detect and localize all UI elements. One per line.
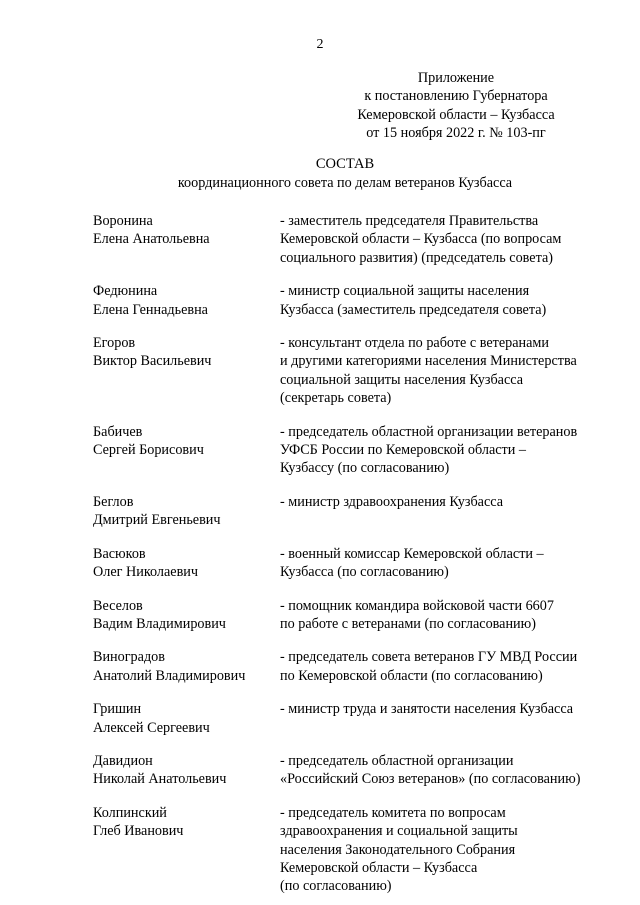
member-name <box>93 700 280 737</box>
appendix-line: к постановлению Губернатора <box>364 88 548 105</box>
member-name <box>93 282 280 319</box>
document-subtitle: координационного совета по делам ветеранов Кузбасса <box>177 175 513 191</box>
member-surname: Бабичев <box>93 423 143 440</box>
member-entry <box>93 804 633 896</box>
member-name <box>93 752 280 789</box>
member-given-names: Николай Анатольевич <box>93 771 227 788</box>
member-role-line: - министр труда и занятости населения Кузбасса <box>280 701 574 718</box>
member-given-names: Сергей Борисович <box>93 442 204 459</box>
member-entry <box>93 545 633 582</box>
appendix-line: Приложение <box>417 70 495 86</box>
member-role-line: - консультант отдела по работе с ветеранами <box>280 335 549 352</box>
member-role-line: УФСБ России по Кемеровской области – <box>280 442 526 459</box>
member-role-line: Кузбасса (заместитель председателя совета) <box>280 301 547 318</box>
member-name <box>93 648 280 685</box>
member-role <box>280 804 630 896</box>
member-entry <box>93 700 633 737</box>
member-given-names: Елена Геннадьевна <box>93 301 208 318</box>
member-surname: Федюнина <box>93 283 158 300</box>
member-given-names: Вадим Владимирович <box>93 615 226 632</box>
member-given-names: Олег Николаевич <box>93 564 199 581</box>
member-entry <box>93 752 633 789</box>
appendix-block <box>352 69 560 142</box>
member-surname: Воронина <box>93 213 153 229</box>
member-role <box>280 545 630 582</box>
member-role-line: - председатель областной организации ветеранов <box>280 423 578 440</box>
member-role <box>280 212 630 267</box>
member-role-line: Кемеровской области – Кузбасса (по вопросам <box>280 231 562 248</box>
appendix-line: Кемеровской области – Кузбасса <box>357 106 555 123</box>
member-surname: Беглов <box>93 493 134 510</box>
member-role-line: населения Законодательного Собрания <box>280 841 516 858</box>
member-entry <box>93 423 633 478</box>
member-role-line: - военный комиссар Кемеровской области – <box>280 545 544 562</box>
member-given-names: Алексей Сергеевич <box>93 719 210 736</box>
member-entry <box>93 334 633 408</box>
document-title: СОСТАВ <box>315 156 375 172</box>
member-role <box>280 493 630 530</box>
member-role <box>280 597 630 634</box>
member-name <box>93 804 280 896</box>
member-surname: Веселов <box>93 597 143 614</box>
member-role-line: - председатель областной организации <box>280 752 514 769</box>
member-given-names: Виктор Васильевич <box>93 353 212 370</box>
member-role-line: и другими категориями населения Министерства <box>280 353 577 370</box>
member-role-line: (секретарь совета) <box>280 390 392 407</box>
member-role-line: здравоохранения и социальной защиты <box>280 823 518 840</box>
member-name <box>93 212 280 267</box>
member-name <box>93 334 280 408</box>
member-entry <box>93 493 633 530</box>
member-surname: Виноградов <box>93 649 165 666</box>
appendix-line: от 15 ноября 2022 г. № 103-пг <box>366 124 546 141</box>
members-list <box>93 212 633 896</box>
member-entry <box>93 648 633 685</box>
member-entry <box>93 597 633 634</box>
member-surname: Колпинский <box>93 804 167 821</box>
member-role-line: «Российский Союз ветеранов» (по согласованию) <box>280 771 581 788</box>
member-role <box>280 700 630 737</box>
member-given-names: Елена Анатольевна <box>93 231 210 248</box>
member-name <box>93 493 280 530</box>
member-surname: Давидион <box>93 752 153 769</box>
member-role-line: - министр здравоохранения Кузбасса <box>280 493 504 510</box>
member-role <box>280 752 630 789</box>
member-entry <box>93 282 633 319</box>
member-role-line: - помощник командира войсковой части 6607 <box>280 597 554 614</box>
member-entry <box>93 212 633 267</box>
member-given-names: Глеб Иванович <box>93 823 184 840</box>
member-role-line: по работе с ветеранами (по согласованию) <box>280 615 536 632</box>
member-surname: Васюков <box>93 545 146 562</box>
member-role <box>280 334 630 408</box>
member-role-line: - председатель совета ветеранов ГУ МВД России <box>280 649 578 666</box>
member-name <box>93 597 280 634</box>
member-role-line: Кемеровской области – Кузбасса <box>280 859 478 876</box>
member-role-line: (по согласованию) <box>280 878 392 895</box>
member-name <box>93 423 280 478</box>
member-role-line: по Кемеровской области (по согласованию) <box>280 667 543 684</box>
member-role-line: - председатель комитета по вопросам <box>280 804 506 821</box>
member-role <box>280 423 630 478</box>
member-role-line: Кузбассу (по согласованию) <box>280 460 450 477</box>
member-name <box>93 545 280 582</box>
member-role-line: Кузбасса (по согласованию) <box>280 564 449 581</box>
member-role-line: социального развития) (председатель совета) <box>280 249 553 266</box>
member-role <box>280 282 630 319</box>
member-role-line: - заместитель председателя Правительства <box>280 213 539 229</box>
member-surname: Гришин <box>93 701 142 718</box>
member-surname: Егоров <box>93 335 136 352</box>
page-number: 2 <box>316 37 324 52</box>
member-given-names: Анатолий Владимирович <box>93 667 246 684</box>
member-given-names: Дмитрий Евгеньевич <box>93 512 221 529</box>
member-role-line: - министр социальной защиты населения <box>280 283 530 300</box>
member-role-line: социальной защиты населения Кузбасса <box>280 371 524 388</box>
member-role <box>280 648 630 685</box>
